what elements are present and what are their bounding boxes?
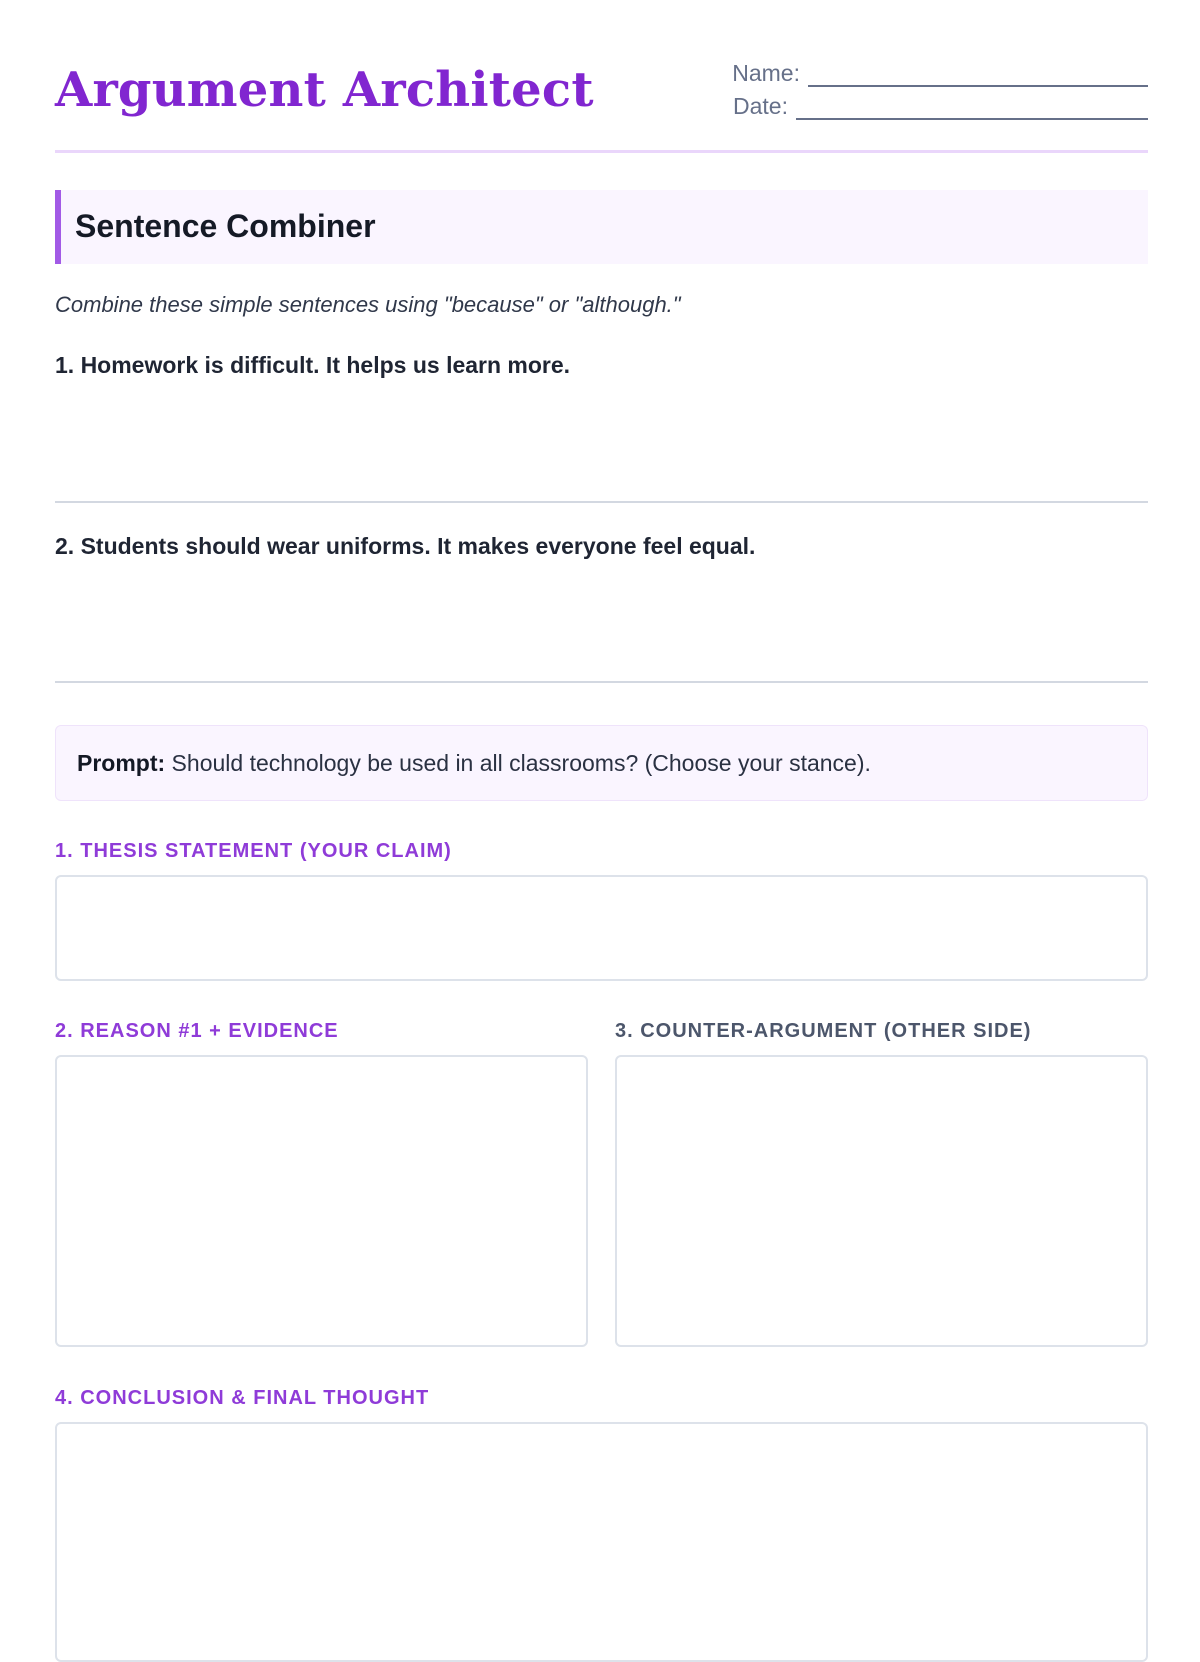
worksheet-page — [55, 0, 1148, 1409]
conclusion-answer-box[interactable] — [55, 1422, 1148, 1662]
answer-line[interactable] — [55, 681, 1148, 683]
prompt-box — [55, 725, 1148, 801]
counter-argument-label: 3. COUNTER-ARGUMENT (OTHER SIDE) — [615, 1020, 1032, 1042]
reason-answer-box[interactable] — [55, 1055, 588, 1347]
student-info — [728, 54, 1148, 120]
name-blank-line[interactable] — [808, 63, 1148, 87]
answer-line[interactable] — [55, 501, 1148, 503]
worksheet-header — [55, 0, 1148, 153]
exercise-sentence: 1. Homework is difficult. It helps us learn more. — [55, 352, 571, 378]
name-label: Name: — [732, 60, 800, 86]
prompt-question: Should technology be used in all classrooms? (Choose your stance). — [165, 750, 871, 776]
date-blank-line[interactable] — [796, 96, 1148, 120]
exercise-item — [55, 533, 1148, 560]
section-title: Sentence Combiner — [75, 208, 376, 244]
date-label: Date: — [733, 93, 788, 119]
exercise-item — [55, 352, 1148, 379]
exercise-sentence: 2. Students should wear uniforms. It makes everyone feel equal. — [55, 533, 756, 559]
prompt-text — [77, 750, 871, 777]
counter-argument-answer-box[interactable] — [615, 1055, 1148, 1347]
reason-label: 2. REASON #1 + EVIDENCE — [55, 1020, 339, 1042]
name-row — [728, 54, 1148, 87]
instructions-text: Combine these simple sentences using "because" or "although." — [55, 292, 681, 317]
conclusion-label: 4. CONCLUSION & FINAL THOUGHT — [55, 1387, 430, 1409]
date-row — [728, 87, 1148, 120]
thesis-label: 1. THESIS STATEMENT (YOUR CLAIM) — [55, 840, 452, 862]
prompt-label: Prompt: — [77, 750, 166, 776]
section-header — [55, 190, 1148, 264]
worksheet-title: Argument Architect — [55, 62, 594, 118]
thesis-answer-box[interactable] — [55, 875, 1148, 981]
